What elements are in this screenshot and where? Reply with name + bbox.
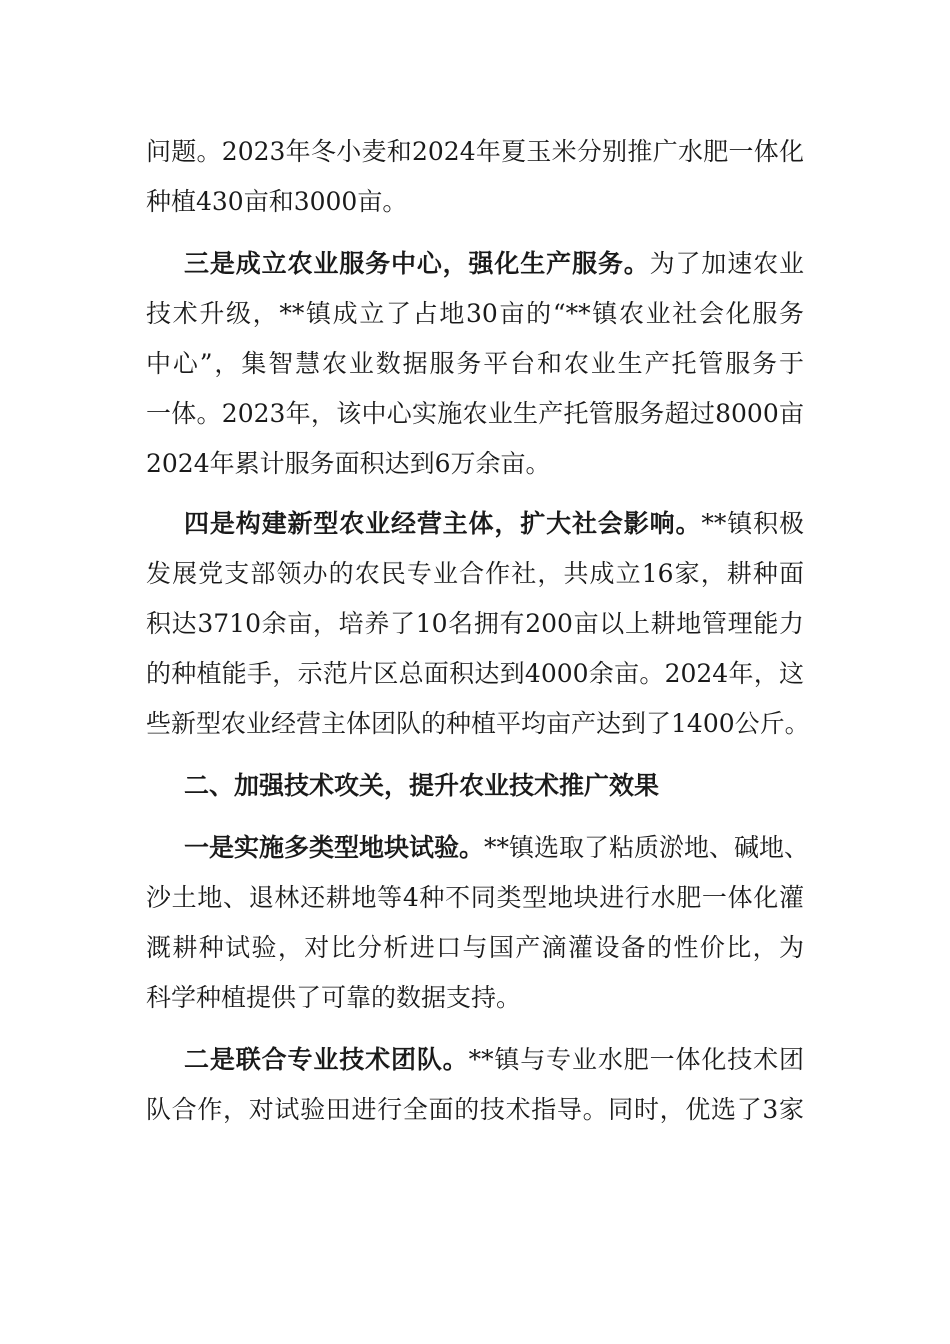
paragraph-line: 些新型农业经营主体团队的种植平均亩产达到了1400公斤。 [146,709,810,738]
paragraph-line: 技术升级，**镇成立了占地30亩的“**镇农业社会化服务 [146,299,804,328]
paragraph-line: 2024年累计服务面积达到6万余亩。 [146,449,551,478]
paragraph-line: 一体。2023年，该中心实施农业生产托管服务超过8000亩 [146,399,804,428]
paragraph-heading: 一是实施多类型地块试验。 [184,833,485,862]
paragraph-line: 发展党支部领办的农民专业合作社，共成立16家，耕种面 [146,559,804,588]
section-title: 二、加强技术攻关，提升农业技术推广效果 [184,771,660,800]
paragraph-heading: 四是构建新型农业经营主体，扩大社会影响。 [184,509,702,538]
paragraph-line: 溉耕种试验，对比分析进口与国产滴灌设备的性价比，为 [146,933,804,962]
paragraph-line: 问题。2023年冬小麦和2024年夏玉米分别推广水肥一体化 [146,137,804,166]
paragraph-line: 中心”，集智慧农业数据服务平台和农业生产托管服务于 [146,349,804,378]
paragraph-text: 为了加速农业 [649,249,804,278]
paragraph-text: **镇积极 [701,509,804,538]
paragraph-text: **镇与专业水肥一体化技术团 [468,1045,804,1074]
paragraph-line: 沙土地、退林还耕地等4种不同类型地块进行水肥一体化灌 [146,883,804,912]
paragraph-line: 的种植能手，示范片区总面积达到4000余亩。2024年，这 [146,659,804,688]
paragraph-line: 科学种植提供了可靠的数据支持。 [146,983,522,1012]
paragraph-first-line [184,244,804,284]
paragraph-line: 种植430亩和3000亩。 [146,187,408,216]
paragraph-first-line [184,1040,804,1080]
paragraph-first-line [184,828,810,868]
paragraph-line: 积达3710余亩，培养了10名拥有200亩以上耕地管理能力 [146,609,804,638]
paragraph-first-line [184,504,804,544]
paragraph-heading: 二是联合专业技术团队。 [184,1045,469,1074]
paragraph-text: **镇选取了粘质淤地、碱地、 [484,833,810,862]
paragraph-line: 队合作，对试验田进行全面的技术指导。同时，优选了3家 [146,1095,804,1124]
paragraph-heading: 三是成立农业服务中心，强化生产服务。 [184,249,650,278]
